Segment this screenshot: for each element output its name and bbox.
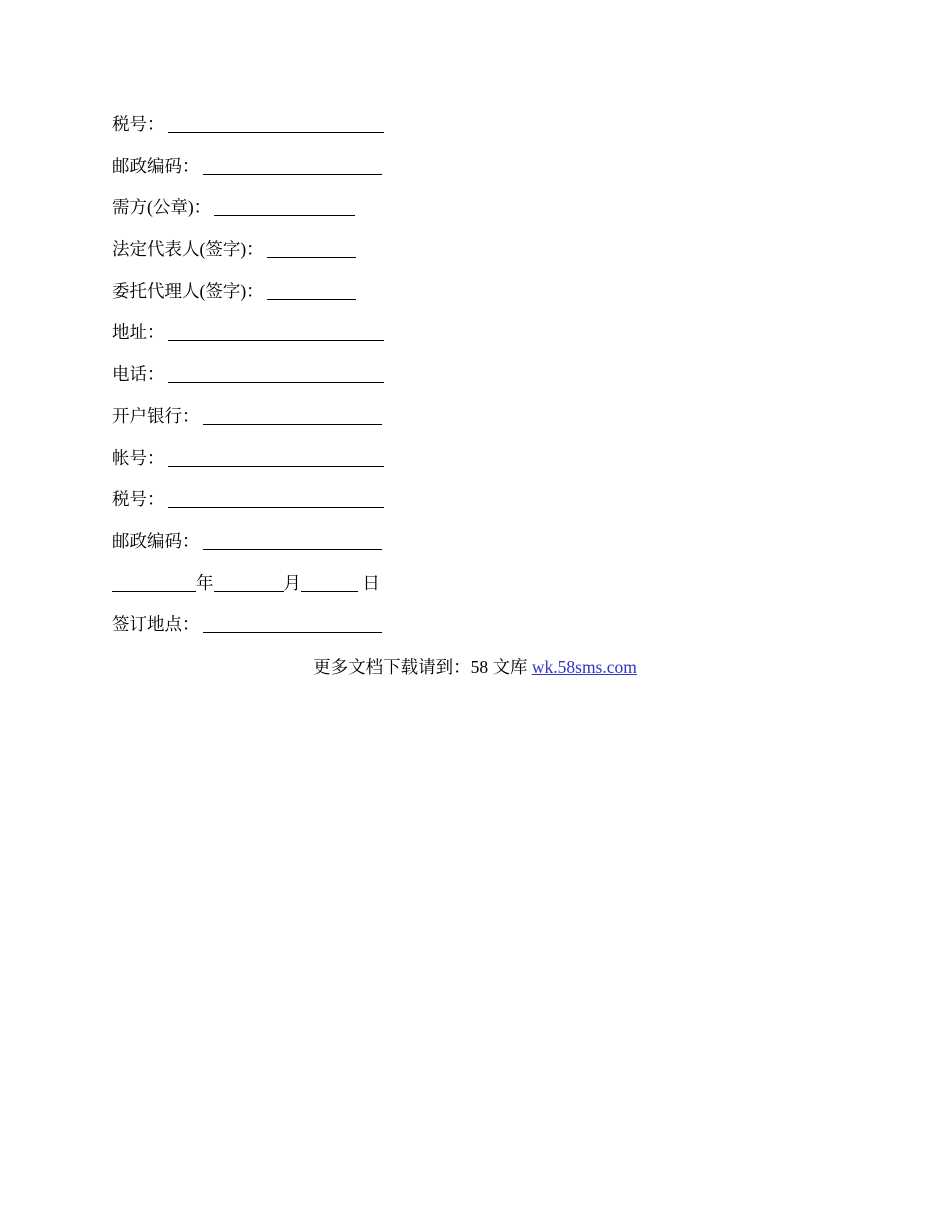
field-label: 年 — [196, 572, 214, 593]
field-label: 日 — [358, 572, 380, 593]
field-label: 月 — [283, 572, 301, 593]
fill-in-blank-line — [112, 579, 196, 592]
form-line — [112, 104, 838, 146]
field-label: 签订地点： — [112, 614, 200, 635]
fill-in-blank-line — [168, 120, 384, 133]
fill-in-blank-line — [267, 287, 356, 300]
form-line — [112, 229, 838, 271]
field-label: 帐号： — [112, 447, 165, 468]
field-label: 邮政编码： — [112, 155, 200, 176]
fill-in-blank-line — [267, 245, 356, 258]
fill-in-blank-line — [214, 203, 355, 216]
form-line — [112, 521, 838, 563]
download-footer — [112, 646, 838, 688]
form-line — [112, 146, 838, 188]
field-label: 地址： — [112, 322, 165, 343]
fill-in-blank-line — [203, 620, 382, 633]
form-line — [112, 187, 838, 229]
field-label: 电话： — [112, 364, 165, 385]
field-label: 委托代理人(签字)： — [112, 280, 264, 301]
fill-in-blank-line — [203, 412, 382, 425]
contract-signature-block — [112, 104, 838, 646]
form-line — [112, 563, 838, 605]
form-line — [112, 604, 838, 646]
fill-in-blank-line — [168, 495, 384, 508]
form-line — [112, 354, 838, 396]
form-line — [112, 271, 838, 313]
field-label: 开户银行： — [112, 405, 200, 426]
field-label: 税号： — [112, 489, 165, 510]
fill-in-blank-line — [203, 537, 382, 550]
form-line — [112, 312, 838, 354]
fill-in-blank-line — [168, 370, 384, 383]
field-label: 税号： — [112, 114, 165, 134]
fill-in-blank-line — [203, 162, 382, 175]
form-line — [112, 479, 838, 521]
field-label: 法定代表人(签字)： — [112, 239, 264, 260]
fill-in-blank-line — [301, 579, 358, 592]
footer-text: 更多文档下载请到：58 文库 — [313, 656, 532, 677]
field-label: 需方(公章)： — [112, 197, 212, 218]
form-line — [112, 396, 838, 438]
fill-in-blank-line — [168, 454, 384, 467]
footer-link[interactable]: wk.58sms.com — [531, 656, 637, 677]
field-label: 邮政编码： — [112, 530, 200, 551]
form-line — [112, 438, 838, 480]
fill-in-blank-line — [168, 328, 384, 341]
fill-in-blank-line — [214, 579, 284, 592]
